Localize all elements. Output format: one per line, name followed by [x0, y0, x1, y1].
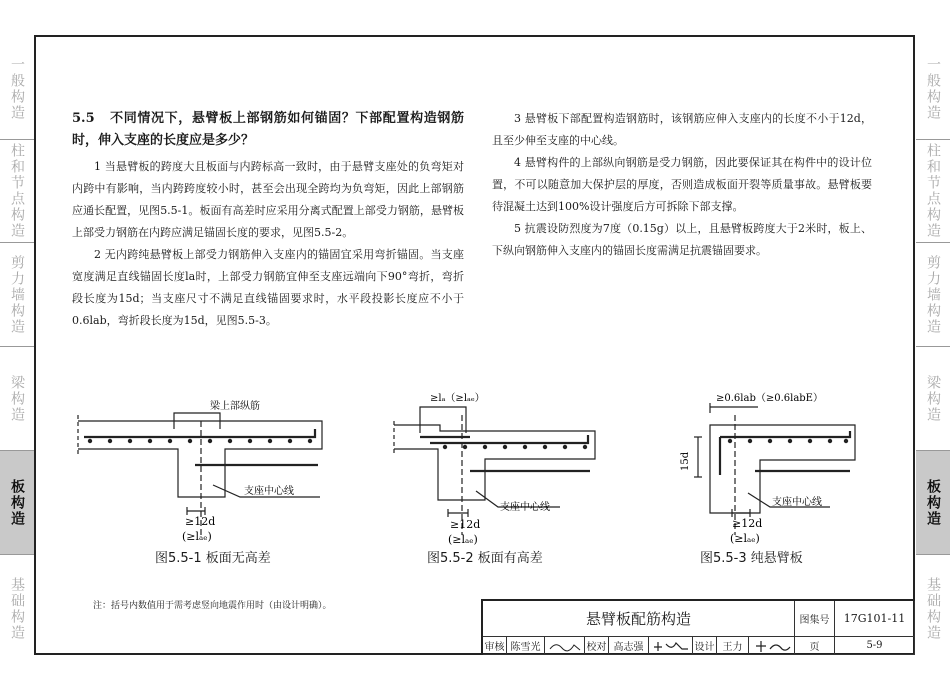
figure-5-5-3	[670, 385, 870, 550]
label-top: ≥0.6lab（≥0.6labE）	[716, 393, 823, 404]
paragraph-2: 2 无内跨纯悬臂板上部受力钢筋伸入支座内的锚固宜采用弯折锚固。当支座宽度满足直线锚固长度la时，上部受力钢筋宜伸至支座远端向下90°弯折，弯折段长度为15d；当支座尺寸不满足直线锚固要求时，水平段投影长度应不小于0.6lab，弯折段长度为15d，见图5.5-3。	[72, 248, 464, 327]
tab-shear-walls[interactable]: 剪力墙构造	[0, 243, 34, 347]
figure-1-caption: 图5.5-1 板面无高差	[155, 551, 271, 566]
checker-name: 高志强	[609, 637, 649, 655]
question-number: 5.5	[72, 111, 95, 126]
dim-sub: (≥lₐₑ)	[448, 533, 478, 546]
tab-slabs[interactable]: 板构造	[0, 451, 34, 555]
checker-signature	[649, 637, 693, 655]
review-label: 审核	[483, 637, 507, 655]
label-top: ≥lₐ（≥lₐₑ）	[430, 393, 485, 404]
paragraph-3: 3 悬臂板下部配置构造钢筋时，该钢筋应伸入支座内的长度不小于12d，且至少伸至支座的中心线。	[492, 112, 872, 147]
tab-beams[interactable]: 梁构造	[916, 347, 950, 451]
question-heading	[72, 108, 464, 152]
label-support: 支座中心线	[500, 502, 550, 513]
design-label: 设计	[693, 637, 717, 655]
label-top: 梁上部纵筋	[210, 401, 260, 412]
right-chapter-tabs	[916, 38, 950, 662]
designer-name: 王力	[717, 637, 749, 655]
dim-main: ≥12d	[732, 517, 763, 530]
designer-signature	[749, 637, 795, 655]
right-text-column	[492, 108, 872, 262]
check-label: 校对	[585, 637, 609, 655]
label-support: 支座中心线	[772, 497, 822, 508]
top-rebar	[720, 431, 850, 437]
atlas-number: 17G101-11	[835, 601, 915, 637]
top-rebar	[84, 429, 315, 437]
figure-2-caption: 图5.5-2 板面有高差	[427, 551, 543, 566]
figure-5-5-2	[390, 385, 620, 550]
dim-main: ≥12d	[450, 518, 481, 531]
tab-shear-walls[interactable]: 剪力墙构造	[916, 243, 950, 347]
drawing-title: 悬臂板配筋构造	[483, 601, 795, 637]
tab-foundations[interactable]: 基础构造	[925, 576, 941, 641]
paragraph-5: 5 抗震设防烈度为7度（0.15g）以上，且悬臂板跨度大于2米时，板上、下纵向钢筋伸入支座内的锚固长度需满足抗震锚固要求。	[492, 222, 872, 257]
tab-general[interactable]: 一般构造	[916, 38, 950, 140]
dim-sub: (≥lₐₑ)	[182, 530, 212, 543]
left-chapter-tabs	[0, 38, 34, 662]
tab-beams[interactable]: 梁构造	[0, 347, 34, 451]
footnote: 注：括号内数值用于需考虑竖向地震作用时（由设计明确）。	[93, 601, 332, 611]
tab-columns[interactable]: 柱和节点构造	[916, 140, 950, 243]
figure-3-caption: 图5.5-3 纯悬臂板	[700, 551, 803, 566]
dim-main: ≥12d	[185, 515, 216, 528]
reviewer-signature	[545, 637, 585, 655]
tab-general[interactable]: 一般构造	[0, 38, 34, 140]
figure-5-5-1	[70, 385, 340, 550]
title-block	[481, 599, 915, 655]
reviewer-name: 陈雪光	[507, 637, 545, 655]
page-number: 5-9	[835, 637, 915, 655]
page-label: 页	[795, 637, 835, 655]
atlas-label: 图集号	[795, 601, 835, 637]
question-title: 不同情况下，悬臂板上部钢筋如何锚固？下部配置构造钢筋时，伸入支座的长度应是多少？	[72, 111, 464, 148]
tab-foundations[interactable]: 基础构造	[9, 576, 25, 641]
paragraph-4: 4 悬臂构件的上部纵向钢筋是受力钢筋，因此要保证其在构件中的设计位置，不可以随意加大保护层的厚度，否则造成板面开裂等质量事故。悬臂板要待混凝土达到100%设计强度后方可拆除下部支撑。	[492, 156, 872, 213]
label-support: 支座中心线	[244, 486, 294, 497]
paragraph-1: 1 当悬臂板的跨度大且板面与内跨标高一致时，由于悬臂支座处的负弯矩对内跨中有影响，当内跨跨度较小时，甚至会出现全跨均为负弯矩，因此上部钢筋应通长配置，见图5.5-1。板面有高差时应采用分离式配置上部受力钢筋，悬臂板上部受力钢筋在内跨应满足锚固长度的要求，见图5.5-2。	[72, 160, 464, 239]
tab-columns[interactable]: 柱和节点构造	[0, 140, 34, 243]
tab-slabs[interactable]: 板构造	[916, 451, 950, 555]
dim-sub: (≥lₐₑ)	[730, 532, 760, 545]
label-side: 15d	[680, 451, 691, 471]
left-text-column	[72, 108, 464, 332]
